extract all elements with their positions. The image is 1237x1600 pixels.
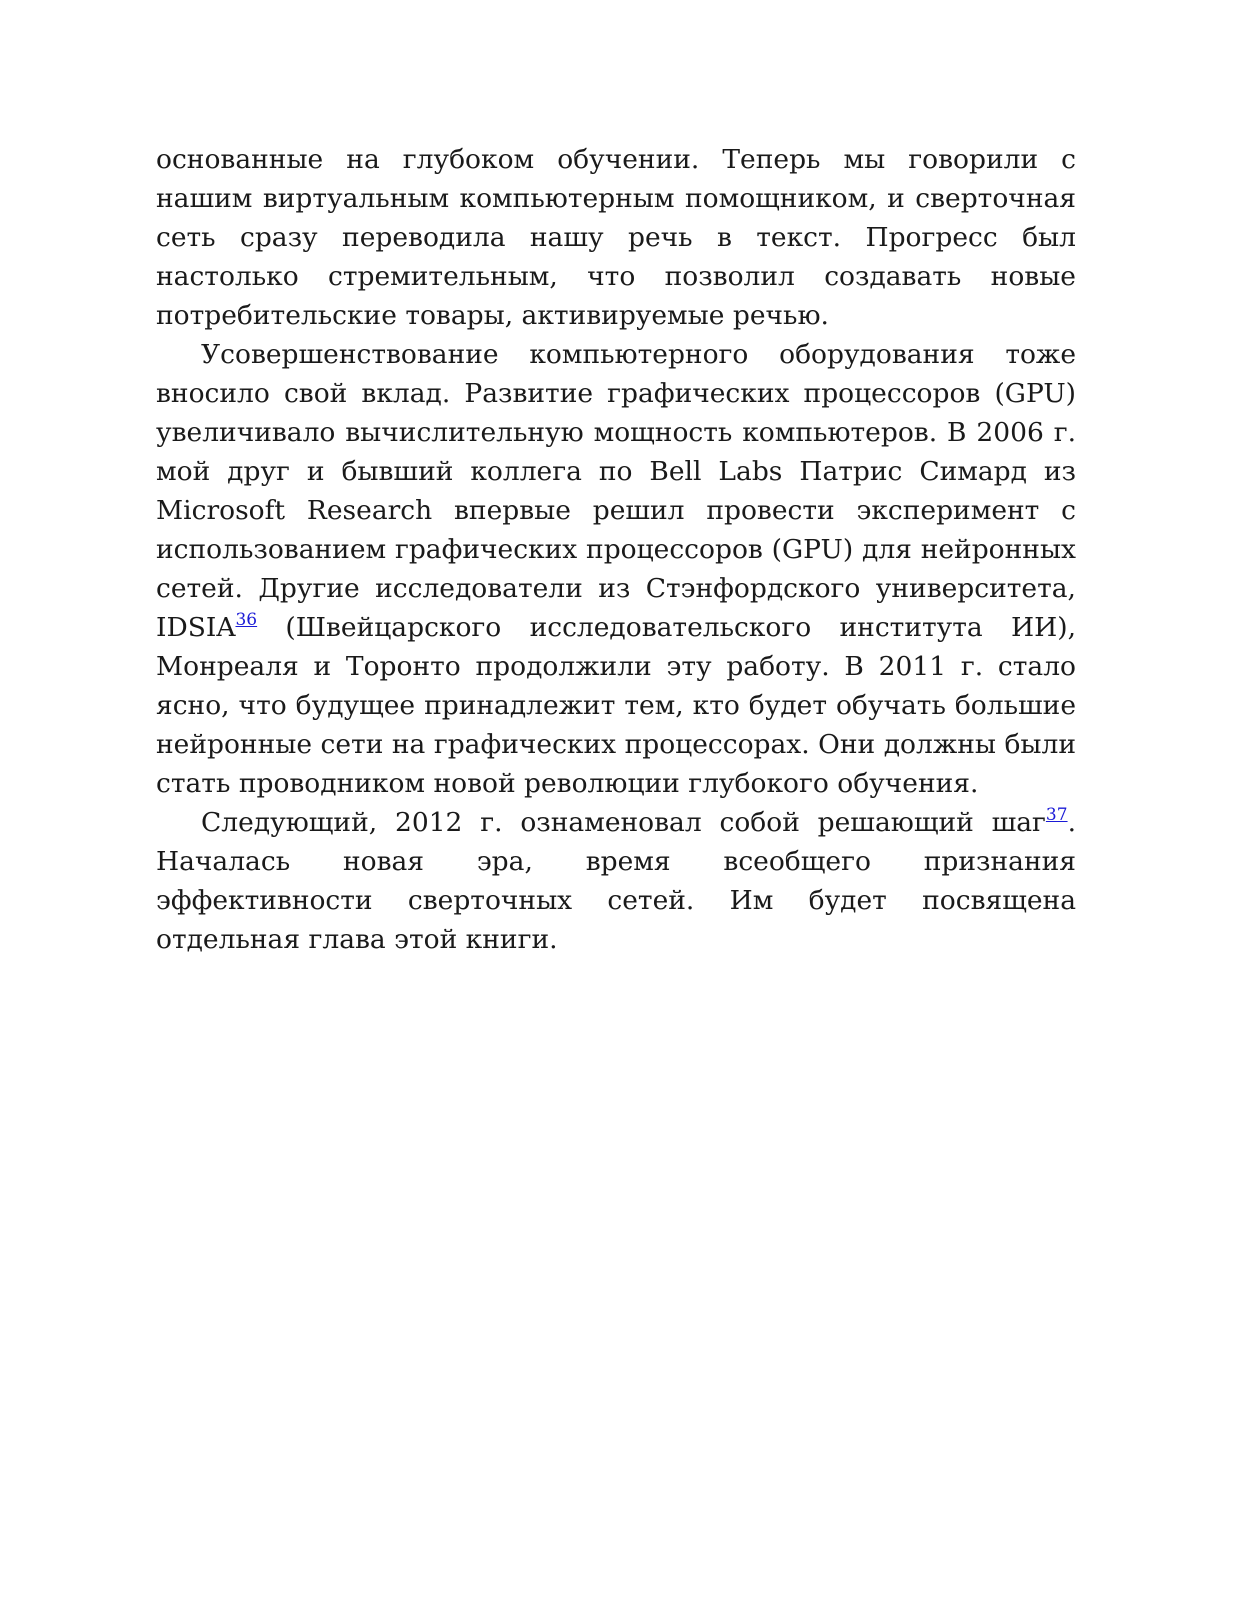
paragraph-2-text-end: (Швейцарского исследовательского института ИИ), Монреаля и Торонто продолжили эту работу. В 2011 г. стало ясно, что будущее принадлежит тем, кто будет обучать большие нейронные сети на графических процессорах. Они должны были стать проводником новой революции глубокого обучения. — [156, 612, 1076, 799]
paragraph-1-text: основанные на глубоком обучении. Теперь мы говорили с нашим виртуальным компьютерным помощником, и сверточная сеть сразу переводила нашу речь в текст. Прогресс был настолько стремительным, что позволил создавать новые потребительские товары, активируемые речью. — [156, 144, 1076, 331]
footnote-link-37[interactable]: 37 — [1045, 805, 1068, 825]
paragraph-1 — [156, 140, 1076, 335]
paragraph-3-text-end: . Началась новая эра, время всеобщего признания эффективности сверточных сетей. Им будет посвящена отдельная глава этой книги. — [156, 807, 1076, 955]
paragraph-3 — [156, 803, 1076, 959]
page-body — [156, 140, 1076, 959]
paragraph-3-text-start: Следующий, 2012 г. ознаменовал собой решающий шаг — [201, 807, 1046, 838]
paragraph-2 — [156, 335, 1076, 803]
paragraph-2-text-start: Усовершенствование компьютерного оборудования тоже вносило свой вклад. Развитие графических процессоров (GPU) увеличивало вычислительную мощность компьютеров. В 2006 г. мой друг и бывший коллега по Bell Labs Патрис Симард из Microsoft Research впервые решил провести эксперимент с использованием графических процессоров (GPU) для нейронных сетей. Другие исследователи из Стэнфордского университета, IDSIA — [156, 339, 1076, 643]
footnote-link-36[interactable]: 36 — [235, 610, 258, 630]
